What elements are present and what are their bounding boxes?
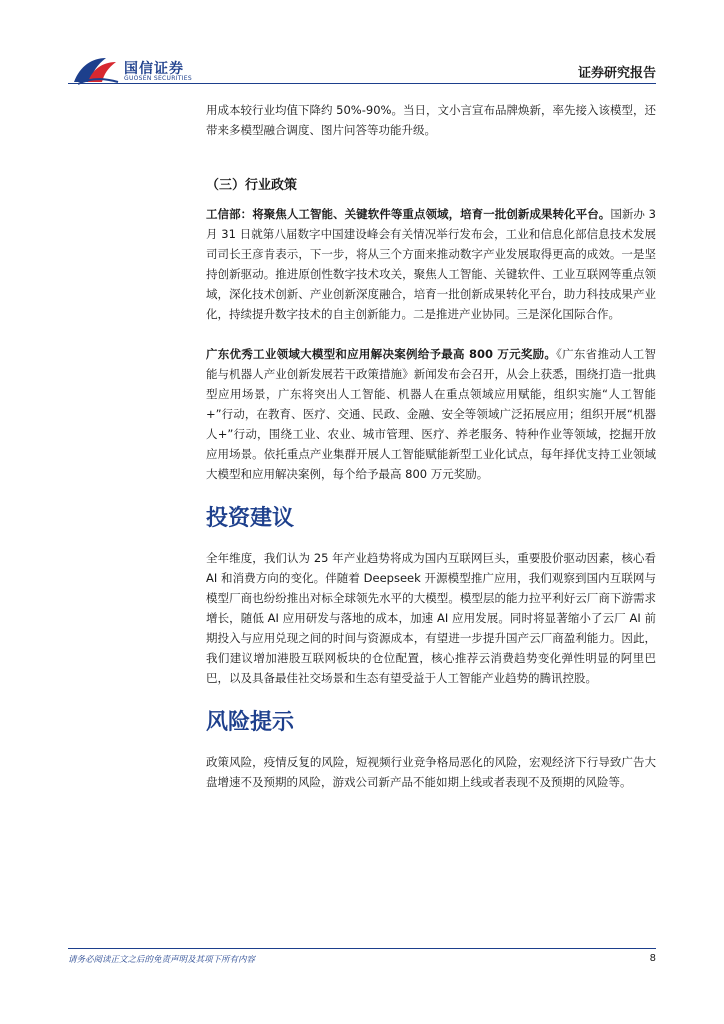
footer-disclaimer: 请务必阅读正文之后的免责声明及其项下所有内容 <box>68 955 256 965</box>
policy-text-2: 《广东省推动人工智能与机器人产业创新发展若干政策措施》新闻发布会召开，从会上获悉，围绕打造一批典型应用场景，广东将突出人工智能、机器人在重点领域应用赋能，组织实施“人工智能+”行动，在教育、医疗、交通、民政、金融、安全等领域广泛拓展应用；组织开展“机器人+”行动，围绕工业、农业、城市管理、医疗、养老服务、特种作业等领域，挖掘开放应用场景。依托重点产业集群开展人工智能赋能新型工业化试点，每年择优支持工业领域大模型和应用解决案例，每个给予最高 800 万元奖励。 <box>206 347 656 481</box>
invest-heading: 投资建议 <box>206 506 295 531</box>
policy-paragraph-1 <box>206 204 656 324</box>
risk-heading: 风险提示 <box>206 710 295 735</box>
guosen-logo <box>72 52 202 86</box>
footer-divider <box>68 948 656 949</box>
report-type-label: 证券研究报告 <box>577 66 656 81</box>
policy-paragraph-2 <box>206 344 656 484</box>
policy-text-1: 国新办 3 月 31 日就第八届数字中国建设峰会有关情况举行发布会，工业和信息化部信息技术发展司司长王彦肯表示，下一步，将从三个方面来推动数字产业发展取得更高的成效。一是坚持创新驱动。推进原创性数字技术攻关，聚焦人工智能、关键软件、工业互联网等重点领域，深化技术创新、产业创新深度融合，培育一批创新成果转化平台，助力科技成果产业化，持续提升数字技术的自主创新能力。二是推进产业协同。三是深化国际合作。 <box>206 207 656 321</box>
risk-paragraph: 政策风险，疫情反复的风险，短视频行业竞争格局恶化的风险，宏观经济下行导致广告大盘增速不及预期的风险，游戏公司新产品不能如期上线或者表现不及预期的风险等。 <box>206 755 656 789</box>
policy-lead-1: 工信部：将聚焦人工智能、关键软件等重点领域，培育一批创新成果转化平台。 <box>206 207 611 221</box>
policy-subheading: （三）行业政策 <box>206 178 298 193</box>
guosen-logo-icon <box>72 52 120 86</box>
invest-paragraph: 全年维度，我们认为 25 年产业趋势将成为国内互联网巨头，重要股价驱动因素，核心看 AI 和消费方向的变化。伴随着 Deepseek 开源模型推广应用，我们观察到国内互联网与模型厂商也纷纷推出对标全球领先水平的大模型。模型层的能力拉平利好云厂商下游需求增长，随低 AI 应用研发与落地的成本，加速 AI 应用发展。同时将显著缩小了云厂 AI 前期投入与应用兑现之间的时间与资源成本，有望进一步提升国产云厂商盈利能力。因此，我们建议增加港股互联网板块的仓位配置，核心推荐云消费趋势变化弹性明显的阿里巴巴，以及具备最佳社交场景和生态有望受益于人工智能产业趋势的腾讯控股。 <box>206 551 656 685</box>
header-divider <box>68 83 656 84</box>
page-header <box>0 0 724 90</box>
report-body <box>206 100 656 812</box>
logo-name-cn: 国信证券 <box>124 61 184 77</box>
page-number: 8 <box>649 953 656 964</box>
intro-paragraph: 用成本较行业均值下降约 50%-90%。当日，文小言宣布品牌焕新，率先接入该模型，还带来多模型融合调度、图片问答等功能升级。 <box>206 103 656 137</box>
logo-name-en: GUOSEN SECURITIES <box>124 75 193 82</box>
policy-lead-2: 广东优秀工业领域大模型和应用解决案例给予最高 800 万元奖励。 <box>206 347 557 361</box>
